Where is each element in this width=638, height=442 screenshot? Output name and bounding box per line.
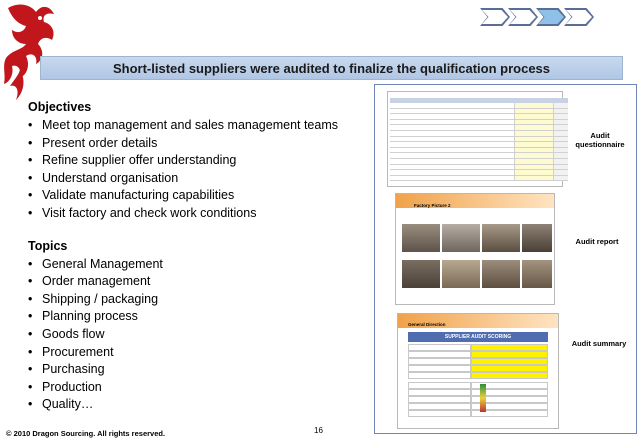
audit-report-thumbnail (395, 193, 555, 305)
bullet-icon: • (28, 153, 33, 168)
objectives-item-label: Understand organisation (42, 170, 179, 185)
topics-item-label: Order management (42, 274, 151, 289)
objectives-item (28, 135, 368, 153)
factory-photo-1 (402, 224, 440, 252)
page-number: 16 (314, 426, 323, 435)
objectives-item-label: Refine supplier offer understanding (42, 153, 237, 168)
topics-item-label: Procurement (42, 344, 114, 359)
progress-step-2 (508, 8, 538, 26)
objectives-item-label: Validate manufacturing capabilities (42, 188, 235, 203)
topics-item-label: Purchasing (42, 362, 105, 377)
questionnaire-table (390, 98, 568, 184)
topics-item (28, 273, 368, 291)
topics-item-label: Planning process (42, 309, 138, 324)
objectives-item-label: Visit factory and check work conditions (42, 205, 257, 220)
copyright-footer: © 2010 Dragon Sourcing. All rights reserved. (6, 429, 166, 438)
topics-item (28, 308, 368, 326)
bullet-icon: • (28, 118, 33, 132)
score-bar-graphic (480, 384, 486, 412)
objectives-item (28, 187, 368, 205)
factory-photo-2 (442, 224, 480, 252)
bullet-icon: • (28, 326, 33, 341)
bullet-icon: • (28, 135, 33, 150)
objectives-item-label: Meet top management and sales management teams (42, 118, 339, 132)
bullet-icon: • (28, 170, 33, 185)
objectives-item (28, 170, 368, 188)
topics-item-label: General Management (42, 256, 163, 271)
topics-item (28, 379, 368, 397)
progress-chevrons (480, 8, 592, 28)
factory-photo-7 (482, 260, 520, 288)
topics-item-label: Production (42, 379, 102, 394)
slide-title: Short-listed suppliers were audited to finalize the qualification process (112, 60, 551, 76)
progress-step-3-active (536, 8, 566, 26)
audit-documents-panel (374, 84, 637, 434)
objectives-list (28, 117, 368, 223)
summary-banner: SUPPLIER AUDIT SCORING (408, 332, 548, 342)
topics-heading: Topics (28, 238, 68, 253)
questionnaire-row (390, 176, 568, 182)
objectives-item-label: Present order details (42, 135, 158, 150)
topics-item (28, 361, 368, 379)
objectives-item (28, 205, 368, 223)
objectives-item (28, 152, 368, 170)
bullet-icon: • (28, 362, 33, 377)
factory-photo-4 (522, 224, 552, 252)
audit-report-caption: Audit report (575, 237, 619, 246)
factory-photo-5 (402, 260, 440, 288)
topics-item (28, 291, 368, 309)
progress-step-1 (480, 8, 510, 26)
bullet-icon: • (28, 309, 33, 324)
report-heading: Factory Picture 2 (414, 203, 451, 208)
progress-step-4 (564, 8, 594, 26)
audit-questionnaire-caption: Audit questionnaire (575, 131, 625, 149)
bullet-icon: • (28, 291, 33, 306)
objectives-item (28, 117, 368, 135)
topics-list (28, 256, 368, 414)
topics-item-label: Quality… (42, 397, 94, 412)
left-text-column (28, 98, 368, 414)
summary-heading: General Direction (408, 322, 446, 327)
bullet-icon: • (28, 205, 33, 220)
topics-item (28, 396, 368, 414)
bullet-icon: • (28, 256, 33, 271)
topics-item-label: Shipping / packaging (42, 291, 159, 306)
bullet-icon: • (28, 397, 33, 412)
bullet-icon: • (28, 274, 33, 289)
audit-summary-thumbnail (397, 313, 559, 429)
topics-item-label: Goods flow (42, 326, 105, 341)
questionnaire-thumbnail (387, 91, 563, 187)
objectives-heading: Objectives (28, 100, 92, 114)
audit-summary-caption: Audit summary (571, 339, 627, 348)
topics-item (28, 326, 368, 344)
factory-photo-8 (522, 260, 552, 288)
bullet-icon: • (28, 188, 33, 203)
factory-photo-3 (482, 224, 520, 252)
topics-item (28, 344, 368, 362)
dragon-logo-icon (0, 0, 62, 110)
factory-photo-6 (442, 260, 480, 288)
slide-title-bar (40, 56, 623, 80)
bullet-icon: • (28, 344, 33, 359)
topics-item (28, 256, 368, 274)
bullet-icon: • (28, 379, 33, 394)
